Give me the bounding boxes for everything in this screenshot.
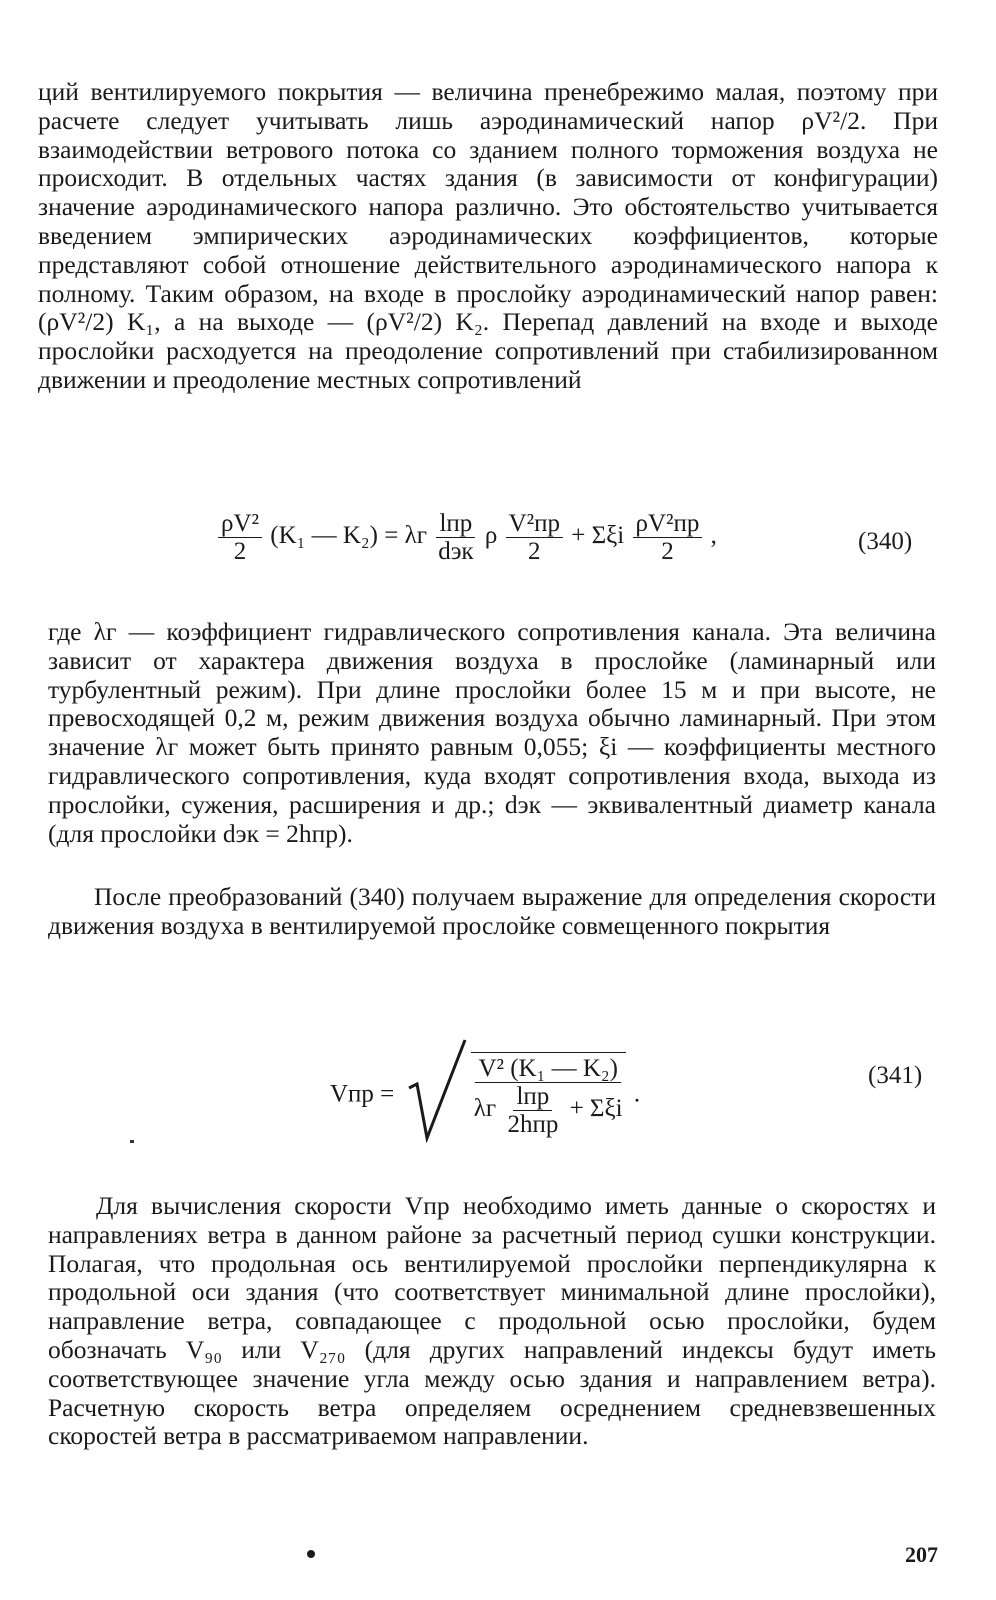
paragraph-2: где λг — коэффициент гидравлического сопротивления канала. Эта величина зависит от характера движения воздуха в прослойке (ламинарный или турбулентный режим). При длине прослойки более 15 м и при высоте, не превосходящей 0,2 м, режим движения воздуха обычно ламинарный. При этом значение λг может быть принято равным 0,055; ξi — коэффициенты местного гидравлического сопротивления, куда входят сопротивления входа, выхода из прослойки, сужения, расширения и др.; dэк — эквивалентный диаметр канала (для прослойки dэк = 2hпр).: [48, 617, 936, 848]
equation-term: + Σξi: [571, 522, 625, 550]
fraction-v2-over-2: [506, 510, 563, 565]
equation-340: [216, 510, 717, 565]
fraction-radicand: [471, 1052, 626, 1138]
fraction-numerator: lпр: [436, 510, 475, 538]
equation-term: Vпр =: [330, 1080, 395, 1108]
equation-number-341: (341): [868, 1062, 923, 1089]
fraction-denominator: 2: [233, 538, 247, 565]
bullet-dot-icon: [307, 1550, 315, 1558]
fraction-numerator: lпр: [513, 1083, 552, 1111]
page-number: 207: [905, 1542, 938, 1567]
fraction-numerator: V² (K₁ — K₂): [475, 1055, 621, 1083]
fraction-rho-v2-over-2: [218, 510, 262, 565]
fraction-denominator: 2: [528, 538, 541, 565]
equation-term: ρ: [484, 522, 498, 550]
fraction-denominator: 2: [661, 538, 674, 565]
paragraph-4: Для вычисления скорости Vпр необходимо иметь данные о скоростях и направлениях ветра в данном районе за расчетный период сушки конструкции. Полагая, что продольная ось вентилируемой прослойки перпендикулярна к продольной оси здания (что соответствует минимальной длине прослойки), направление ветра, совпадающее с продольной осью прослойки, будем обозначать V₉₀ или V₂₇₀ (для других направлений индексы будут иметь соответствующее значение угла между осью здания и направлением ветра). Расчетную скорость ветра определяем осреднением средневзвешенных скоростей ветра в рассматриваемом направлении.: [48, 1191, 936, 1451]
scan-speck: [130, 1140, 134, 1143]
fraction-numerator: V²пр: [506, 510, 563, 538]
equation-number-340: (340): [858, 528, 913, 555]
fraction-numerator: ρV²: [218, 510, 262, 538]
equation-term: (K₁ — K₂) = λг: [270, 522, 427, 550]
fraction-denominator: dэк: [438, 538, 474, 565]
equation-term: + Σξi: [569, 1094, 623, 1122]
fraction-rho-v2-over-2-second: [633, 510, 703, 565]
equation-term: λг: [473, 1094, 497, 1122]
fraction-numerator: ρV²пр: [633, 510, 703, 538]
paragraph-1: ций вентилируемого покрытия — величина пренебрежимо малая, поэтому при расчете следует учитывать лишь аэродинамический напор ρV²/2. При взаимодействии ветрового потока со зданием полного торможения воздуха не происходит. В отдельных частях здания (в зависимости от конфигурации) значение аэродинамического напора различно. Это обстоятельство учитывается введением эмпирических аэродинамических коэффициентов, которые представляют собой отношение действительного аэродинамического напора к полному. Таким образом, на входе в прослойку аэродинамический напор равен: (ρV²/2) K₁, а на выходе — (ρV²/2) K₂. Перепад давлений на входе и выходе прослойки расходуется на преодоление сопротивлений при стабилизированном движении и преодоление местных сопротивлений: [38, 77, 938, 394]
fraction-denominator: [471, 1083, 626, 1138]
equation-term: .: [633, 1080, 641, 1108]
fraction-l-over-2h: [504, 1083, 561, 1138]
fraction-l-over-d: [435, 510, 476, 565]
fraction-denominator: 2hпр: [507, 1110, 559, 1138]
equation-term: ,: [710, 522, 717, 550]
equation-341: [330, 1036, 640, 1153]
square-root-icon: [401, 1036, 471, 1153]
paragraph-3: После преобразований (340) получаем выражение для определения скорости движения воздуха в вентилируемой прослойке совмещенного покрытия: [48, 882, 936, 940]
